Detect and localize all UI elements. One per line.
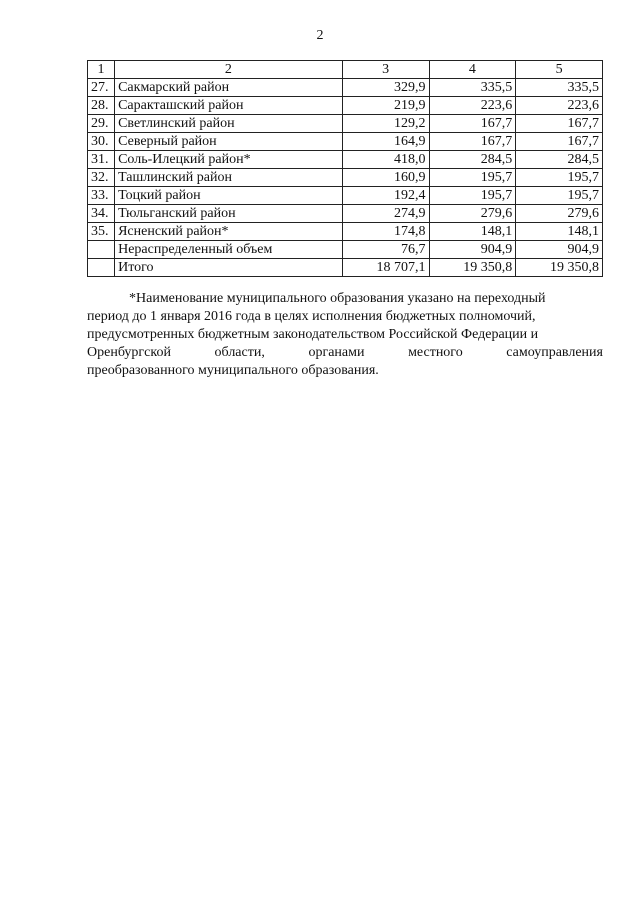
value-col3: 76,7: [342, 241, 429, 259]
value-col4: 195,7: [429, 187, 516, 205]
value-col3: 160,9: [342, 169, 429, 187]
footnote-word: самоуправления: [506, 345, 603, 360]
footnote-word: органами: [308, 345, 365, 360]
value-col5: 195,7: [516, 187, 603, 205]
table-row-total: [88, 259, 603, 277]
row-number: 32.: [88, 169, 115, 187]
row-number: 35.: [88, 223, 115, 241]
row-number: 29.: [88, 115, 115, 133]
table-row: [88, 79, 603, 97]
total-col4: 19 350,8: [429, 259, 516, 277]
district-name: Тюльганский район: [115, 205, 343, 223]
footnote-line: [87, 344, 603, 362]
value-col3: 129,2: [342, 115, 429, 133]
value-col4: 167,7: [429, 133, 516, 151]
row-label: Нераспределенный объем: [115, 241, 343, 259]
table-row: [88, 205, 603, 223]
table-row: [88, 97, 603, 115]
value-col3: 174,8: [342, 223, 429, 241]
value-col5: 195,7: [516, 169, 603, 187]
district-name: Сакмарский район: [115, 79, 343, 97]
value-col5: 284,5: [516, 151, 603, 169]
footnote-line: преобразованного муниципального образования.: [87, 363, 379, 378]
value-col3: 329,9: [342, 79, 429, 97]
row-number: 34.: [88, 205, 115, 223]
value-col4: 148,1: [429, 223, 516, 241]
row-number: [88, 259, 115, 277]
total-col3: 18 707,1: [342, 259, 429, 277]
table-row: [88, 223, 603, 241]
column-header: 4: [429, 61, 516, 79]
district-name: Ясненский район*: [115, 223, 343, 241]
value-col5: 148,1: [516, 223, 603, 241]
value-col5: 904,9: [516, 241, 603, 259]
table-row: [88, 151, 603, 169]
value-col3: 164,9: [342, 133, 429, 151]
table-row: [88, 187, 603, 205]
footnote: [87, 290, 603, 380]
value-col5: 335,5: [516, 79, 603, 97]
footnote-word: местного: [408, 345, 463, 360]
district-name: Тоцкий район: [115, 187, 343, 205]
footnote-word: Оренбургской: [87, 345, 171, 360]
value-col3: 192,4: [342, 187, 429, 205]
row-number: [88, 241, 115, 259]
value-col4: 335,5: [429, 79, 516, 97]
value-col5: 223,6: [516, 97, 603, 115]
row-number: 33.: [88, 187, 115, 205]
value-col5: 167,7: [516, 115, 603, 133]
column-header: 3: [342, 61, 429, 79]
value-col4: 167,7: [429, 115, 516, 133]
footnote-line: период до 1 января 2016 года в целях исполнения бюджетных полномочий,: [87, 309, 536, 324]
row-number: 31.: [88, 151, 115, 169]
page-number: 2: [316, 28, 324, 43]
value-col5: 167,7: [516, 133, 603, 151]
district-name: Ташлинский район: [115, 169, 343, 187]
table-header-row: [88, 61, 603, 79]
table-row: [88, 169, 603, 187]
district-name: Северный район: [115, 133, 343, 151]
value-col4: 279,6: [429, 205, 516, 223]
row-number: 30.: [88, 133, 115, 151]
value-col3: 219,9: [342, 97, 429, 115]
table-row: [88, 133, 603, 151]
footnote-line: предусмотренных бюджетным законодательством Российской Федерации и: [87, 327, 539, 342]
column-header: 5: [516, 61, 603, 79]
value-col4: 904,9: [429, 241, 516, 259]
district-name: Светлинский район: [115, 115, 343, 133]
district-name: Саракташский район: [115, 97, 343, 115]
row-number: 28.: [88, 97, 115, 115]
total-label: Итого: [115, 259, 343, 277]
value-col5: 279,6: [516, 205, 603, 223]
budget-table: [87, 60, 603, 277]
value-col4: 195,7: [429, 169, 516, 187]
table-row-unallocated: [88, 241, 603, 259]
value-col4: 284,5: [429, 151, 516, 169]
value-col4: 223,6: [429, 97, 516, 115]
column-header: 1: [88, 61, 115, 79]
table-row: [88, 115, 603, 133]
total-col5: 19 350,8: [516, 259, 603, 277]
value-col3: 418,0: [342, 151, 429, 169]
district-name: Соль-Илецкий район*: [115, 151, 343, 169]
footnote-word: области,: [214, 345, 265, 360]
footnote-line: *Наименование муниципального образования указано на переходный: [129, 291, 546, 306]
column-header: 2: [115, 61, 343, 79]
value-col3: 274,9: [342, 205, 429, 223]
row-number: 27.: [88, 79, 115, 97]
